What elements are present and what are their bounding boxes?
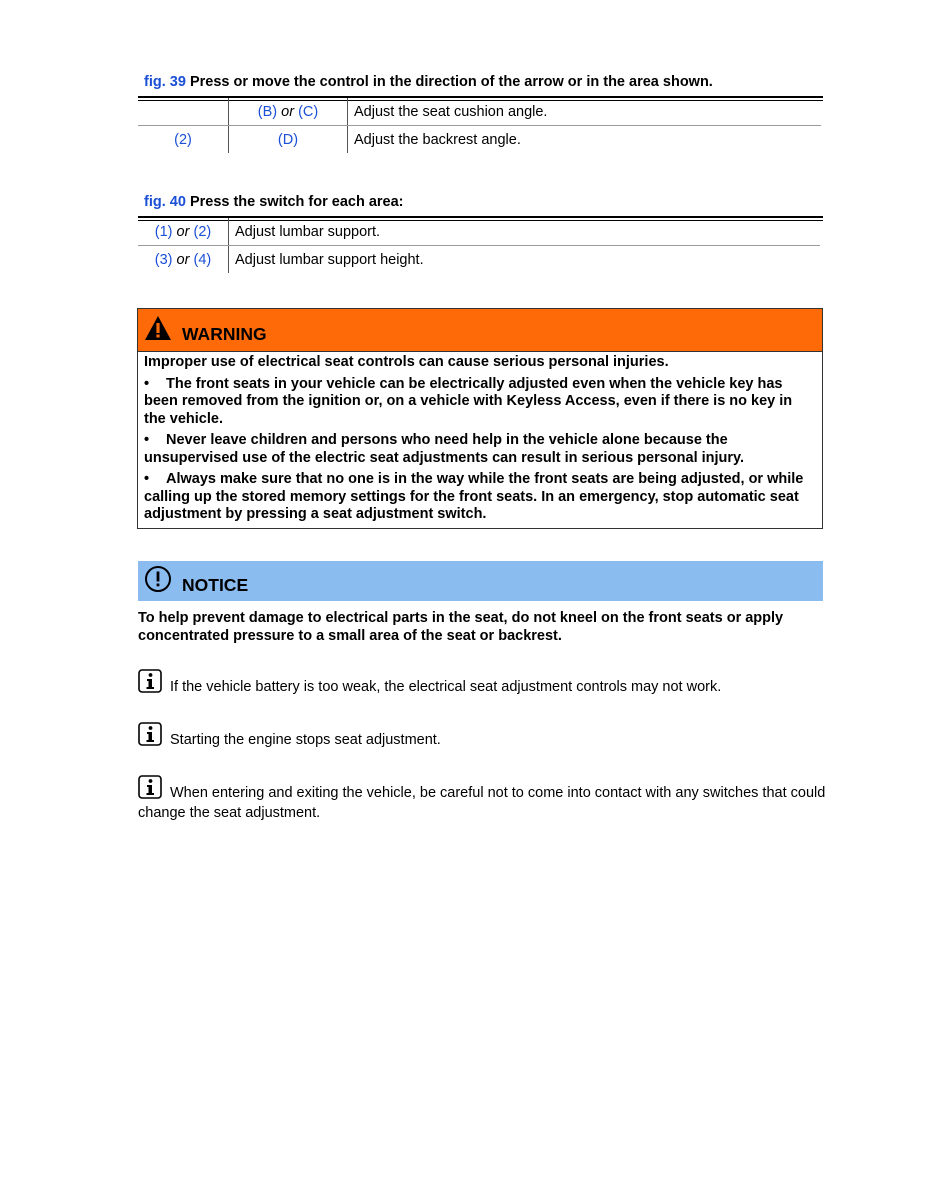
fig40-row1-key <box>138 218 229 246</box>
note-item <box>138 669 828 699</box>
bullet: • <box>144 432 150 448</box>
fig40-row1-desc: Adjust lumbar support. <box>229 218 821 246</box>
fig40-ref[interactable]: fig. 40 <box>144 194 186 210</box>
bullet: • <box>144 375 150 392</box>
ref-link[interactable]: (3) <box>154 251 173 268</box>
fig39-row1-desc: Adjust the seat cushion angle. <box>348 98 822 126</box>
ref-link[interactable]: (4) <box>193 251 212 268</box>
warning-triangle-icon <box>144 315 172 345</box>
ref-link[interactable]: (2) <box>193 223 212 240</box>
fig39-row1-col2 <box>229 98 348 126</box>
ref-link[interactable]: (D) <box>229 126 348 154</box>
warning-bullet <box>144 471 816 524</box>
note-text: When entering and exiting the vehicle, be careful not to come into contact with any switches that could change the seat adjustment. <box>138 785 826 821</box>
table-row <box>138 126 821 154</box>
notice-title: NOTICE <box>182 574 249 595</box>
ref-link[interactable]: (1) <box>154 223 173 240</box>
warning-bullet-text: Never leave children and persons who need help in the vehicle alone because the unsupervised use of the electric seat adjustments can result in serious personal injury. <box>144 432 745 466</box>
warning-bullet <box>144 432 816 467</box>
ref-link[interactable]: (C) <box>298 103 319 120</box>
info-icon <box>138 722 162 752</box>
or-text: or <box>176 251 190 268</box>
or-text: or <box>176 223 190 240</box>
exclamation-circle-icon <box>144 565 172 597</box>
fig39-row2-desc: Adjust the backrest angle. <box>354 131 521 148</box>
info-icon <box>138 775 162 805</box>
fig40-table <box>138 218 820 273</box>
note-text: Starting the engine stops seat adjustment. <box>170 732 441 748</box>
fig39-row1-col1 <box>138 98 229 126</box>
fig39-caption <box>144 74 713 90</box>
fig39-table <box>138 98 821 153</box>
notice-header <box>138 561 823 601</box>
fig40-caption <box>144 194 404 210</box>
bullet: • <box>144 471 150 487</box>
fig39-ref[interactable]: fig. 39 <box>144 74 186 90</box>
note-text: If the vehicle battery is too weak, the electrical seat adjustment controls may not work. <box>170 679 722 695</box>
ref-link[interactable]: (B) <box>257 103 278 120</box>
warning-bullet <box>144 376 816 429</box>
table-row <box>138 246 820 274</box>
notice-text: To help prevent damage to electrical parts in the seat, do not kneel on the front seats or apply concentrated pressure to a small area of the seat or backrest. <box>138 610 784 644</box>
warning-bullet-text: Always make sure that no one is in the way while the front seats are being adjusted, or while calling up the stored memory settings for the front seats. In an emergency, stop automatic seat adjustment by pressing a seat adjustment switch. <box>144 471 804 522</box>
note-item <box>138 722 828 752</box>
warning-lead: Improper use of electrical seat controls can cause serious personal injuries. <box>144 354 669 370</box>
fig40-row2-desc: Adjust lumbar support height. <box>235 251 424 268</box>
table-row <box>138 98 821 126</box>
fig40-row2-key <box>138 246 229 274</box>
or-text: or <box>281 103 295 120</box>
warning-title: WARNING <box>182 323 267 344</box>
warning-bullet-text: The front seats in your vehicle can be electrically adjusted even when the vehicle key has been removed from the ignition or, on a vehicle with Keyless Access, even if there is no key in the vehicle. <box>144 375 793 427</box>
info-icon <box>138 669 162 699</box>
warning-body <box>138 352 822 524</box>
fig39-caption-text: Press or move the control in the direction of the arrow or in the area shown. <box>189 74 713 90</box>
table-row <box>138 218 820 246</box>
warning-box <box>137 308 823 529</box>
fig40-caption-text: Press the switch for each area: <box>189 194 404 210</box>
warning-header <box>138 309 822 352</box>
note-item <box>138 775 828 822</box>
ref-link[interactable]: (2) <box>138 126 229 154</box>
